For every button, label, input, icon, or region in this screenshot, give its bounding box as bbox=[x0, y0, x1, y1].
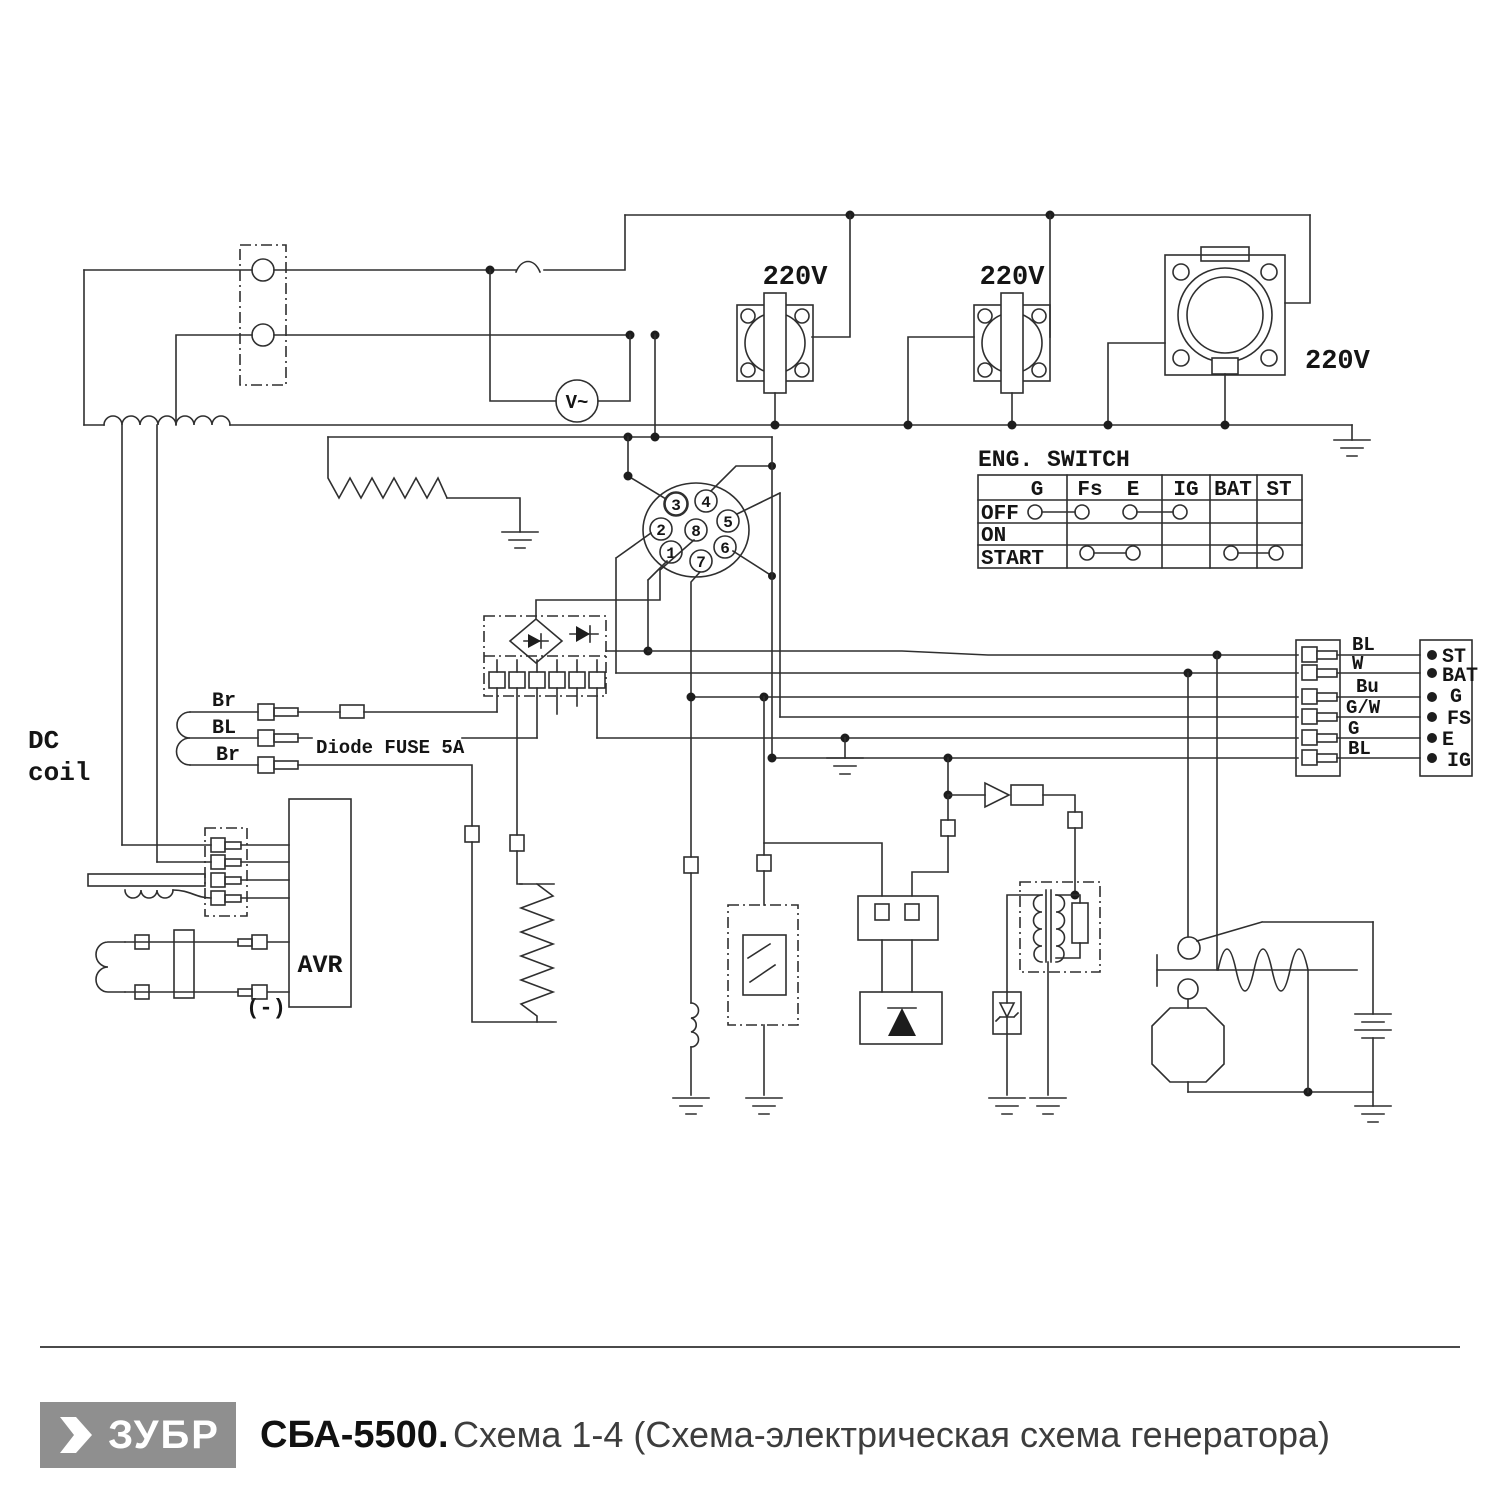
rotor-brush-circuit bbox=[96, 930, 289, 999]
starter-motor bbox=[1152, 970, 1373, 1097]
harness-label-g: G bbox=[1348, 718, 1360, 740]
avr-plugs bbox=[211, 838, 241, 905]
outlet-220v-round bbox=[1108, 247, 1371, 425]
excitation-winding bbox=[328, 331, 772, 549]
battery-icon bbox=[1355, 1014, 1391, 1038]
scr-unit bbox=[860, 992, 942, 1044]
brand-name: ЗУБР bbox=[108, 1412, 220, 1457]
outlet-2-label: 220V bbox=[979, 263, 1045, 293]
col-e: E bbox=[1126, 479, 1140, 502]
terminal-bat: BAT bbox=[1442, 665, 1479, 688]
voltmeter bbox=[486, 266, 635, 423]
outlet-220v-2 bbox=[908, 263, 1050, 425]
scheme-subtitle: Схема 1-4 (Схема-электрическая схема генератора) bbox=[452, 1413, 1330, 1455]
diode-icon bbox=[576, 626, 590, 642]
secondary-coil-icon bbox=[1056, 895, 1065, 962]
ground-icon bbox=[1334, 440, 1370, 456]
terminal-block bbox=[1420, 640, 1478, 776]
harness-label-bl1: BL bbox=[1352, 634, 1375, 656]
harness-label-gw: G/W bbox=[1346, 697, 1381, 719]
pin-5: 5 bbox=[723, 514, 733, 532]
primary-coil-icon bbox=[1034, 895, 1043, 962]
harness-label-w: W bbox=[1352, 653, 1364, 675]
pin-6: 6 bbox=[720, 540, 730, 558]
wire-br-2: Br bbox=[216, 744, 241, 767]
diode-icon bbox=[528, 634, 541, 648]
zener-unit bbox=[989, 992, 1025, 1114]
ground-icon bbox=[746, 1098, 782, 1114]
col-ig: IG bbox=[1173, 479, 1199, 502]
amplifier-icon bbox=[985, 783, 1009, 807]
col-g: G bbox=[1030, 479, 1044, 502]
start-row-contacts bbox=[1080, 546, 1283, 560]
rectifier-pins bbox=[489, 660, 605, 835]
outlet-1-label: 220V bbox=[762, 263, 828, 293]
charge-coil-line bbox=[673, 857, 709, 1114]
pin-3: 3 bbox=[671, 497, 681, 515]
pin-4: 4 bbox=[701, 494, 711, 512]
row-on: ON bbox=[981, 525, 1007, 548]
dc-coil bbox=[28, 690, 556, 1022]
row-start: START bbox=[981, 548, 1045, 571]
avr-unit bbox=[88, 799, 351, 1021]
brush-block bbox=[174, 930, 194, 998]
ground-icon bbox=[827, 758, 863, 774]
col-st: ST bbox=[1266, 479, 1292, 502]
wire-harness bbox=[597, 651, 1298, 775]
off-row-contacts bbox=[1028, 505, 1187, 519]
brand-logo bbox=[40, 1402, 236, 1468]
dc-coil-label-2: coil bbox=[28, 758, 91, 788]
ground-icon bbox=[502, 532, 538, 548]
terminal-ig: IG bbox=[1447, 750, 1472, 773]
outlet-3-label: 220V bbox=[1305, 347, 1370, 377]
eng-switch-title: ENG. SWITCH bbox=[978, 447, 1130, 473]
ignition-chain bbox=[941, 758, 1082, 900]
avr-minus-label: (-) bbox=[246, 996, 286, 1021]
col-bat: BAT bbox=[1214, 479, 1252, 502]
wire-br-1: Br bbox=[212, 690, 237, 713]
dc-coil-label-1: DC bbox=[28, 726, 60, 756]
circuit-breaker bbox=[240, 245, 286, 385]
pin-1: 1 bbox=[666, 545, 676, 563]
top-left-wiring bbox=[84, 211, 1310, 426]
ground-icon bbox=[989, 1098, 1025, 1114]
eng-switch-table bbox=[978, 447, 1302, 571]
rotor-coil-icon bbox=[96, 942, 125, 992]
pin-8: 8 bbox=[691, 523, 701, 541]
fuse-icon bbox=[340, 705, 364, 718]
pin-7: 7 bbox=[696, 554, 706, 572]
sense-resistor bbox=[510, 835, 554, 1022]
terminal-g: G bbox=[1450, 686, 1463, 709]
rectifier-block bbox=[484, 616, 653, 835]
outlet-220v-1 bbox=[737, 263, 828, 425]
ground-icon bbox=[673, 1098, 709, 1114]
connector-8pin bbox=[643, 483, 749, 577]
diode-fuse-note: Diode FUSE 5A bbox=[316, 737, 465, 759]
dc-coil-plugs bbox=[258, 704, 298, 773]
avr-label: AVR bbox=[297, 951, 343, 980]
ground-icon bbox=[1030, 1098, 1066, 1114]
core-icon bbox=[1046, 890, 1051, 962]
voltmeter-label: V~ bbox=[565, 392, 589, 414]
row-off: OFF bbox=[981, 503, 1019, 526]
footer-divider bbox=[40, 1346, 1460, 1348]
oil-lamp bbox=[728, 697, 882, 1114]
terminal-fs: FS bbox=[1447, 708, 1472, 731]
pin-2: 2 bbox=[656, 522, 666, 540]
harness-connector-block bbox=[1296, 634, 1420, 776]
model-name: СБА-5500. bbox=[260, 1413, 449, 1456]
coil-icon bbox=[691, 1003, 699, 1047]
zubr-chevron-icon bbox=[56, 1413, 100, 1457]
ground-icon bbox=[1355, 1106, 1391, 1122]
footer bbox=[40, 1402, 1330, 1468]
harness-plugs bbox=[1302, 647, 1337, 765]
wire-bl: BL bbox=[212, 717, 237, 740]
scr-diode-icon bbox=[888, 1008, 916, 1036]
terminal-st: ST bbox=[1442, 646, 1467, 669]
footer-title bbox=[260, 1414, 1330, 1457]
terminal-e: E bbox=[1442, 729, 1455, 752]
oil-switch bbox=[858, 872, 948, 992]
harness-label-bu: Bu bbox=[1356, 676, 1379, 698]
harness-label-bl2: BL bbox=[1348, 738, 1371, 760]
col-fs: Fs bbox=[1077, 479, 1103, 502]
